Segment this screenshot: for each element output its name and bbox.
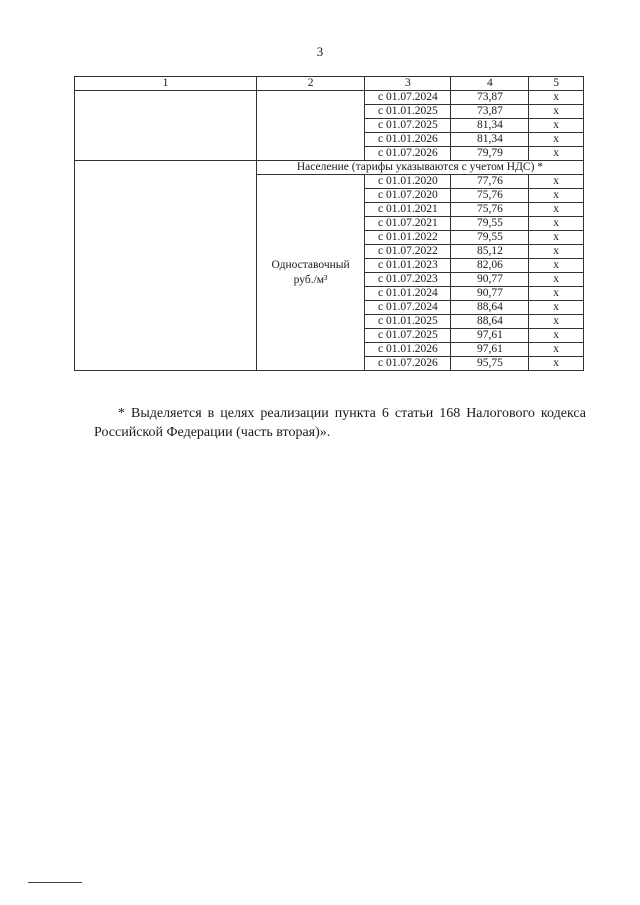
- value-cell: 75,76: [451, 203, 529, 217]
- col5-cell: х: [529, 245, 584, 259]
- col5-cell: х: [529, 91, 584, 105]
- value-cell: 79,55: [451, 231, 529, 245]
- col5-cell: х: [529, 119, 584, 133]
- blank-cell-col1: [75, 161, 257, 371]
- table-header-cell: 5: [529, 77, 584, 91]
- date-cell: с 01.07.2025: [365, 329, 451, 343]
- unit-label-cell: [256, 175, 364, 371]
- col5-cell: х: [529, 105, 584, 119]
- date-cell: с 01.07.2026: [365, 147, 451, 161]
- col5-cell: х: [529, 315, 584, 329]
- footer-line: [28, 882, 82, 883]
- date-cell: с 01.01.2025: [365, 315, 451, 329]
- date-cell: с 01.01.2024: [365, 287, 451, 301]
- col5-cell: х: [529, 147, 584, 161]
- unit-label-measure: руб./м³: [293, 273, 328, 286]
- col5-cell: х: [529, 217, 584, 231]
- table-header-cell: 2: [256, 77, 364, 91]
- date-cell: с 01.07.2025: [365, 119, 451, 133]
- value-cell: 81,34: [451, 119, 529, 133]
- date-cell: с 01.01.2026: [365, 133, 451, 147]
- blank-cell-col2: [256, 91, 364, 161]
- date-cell: с 01.01.2021: [365, 203, 451, 217]
- col5-cell: х: [529, 259, 584, 273]
- table-header-cell: 4: [451, 77, 529, 91]
- date-cell: с 01.01.2020: [365, 175, 451, 189]
- value-cell: 88,64: [451, 301, 529, 315]
- value-cell: 81,34: [451, 133, 529, 147]
- section-title: Население (тарифы указываются с учетом НДС) *: [256, 161, 583, 175]
- table-header-cell: 1: [75, 77, 257, 91]
- table-header-cell: 3: [365, 77, 451, 91]
- value-cell: 73,87: [451, 105, 529, 119]
- tariff-table: [74, 76, 584, 371]
- col5-cell: х: [529, 273, 584, 287]
- date-cell: с 01.07.2020: [365, 189, 451, 203]
- value-cell: 82,06: [451, 259, 529, 273]
- value-cell: 77,76: [451, 175, 529, 189]
- col5-cell: х: [529, 301, 584, 315]
- table-row: [75, 91, 584, 105]
- col5-cell: х: [529, 189, 584, 203]
- value-cell: 73,87: [451, 91, 529, 105]
- footnote: * Выделяется в целях реализации пункта 6 статьи 168 Налогового кодекса Российской Федерации (часть вторая)».: [94, 406, 586, 440]
- value-cell: 97,61: [451, 329, 529, 343]
- col5-cell: х: [529, 175, 584, 189]
- tariff-table-body: [75, 77, 584, 371]
- value-cell: 79,79: [451, 147, 529, 161]
- table-header-row: [75, 77, 584, 91]
- date-cell: с 01.01.2022: [365, 231, 451, 245]
- col5-cell: х: [529, 329, 584, 343]
- blank-cell-col1: [75, 91, 257, 161]
- date-cell: с 01.07.2024: [365, 91, 451, 105]
- value-cell: 79,55: [451, 217, 529, 231]
- col5-cell: х: [529, 231, 584, 245]
- col5-cell: х: [529, 343, 584, 357]
- page-number: 3: [316, 44, 324, 59]
- col5-cell: х: [529, 287, 584, 301]
- value-cell: 90,77: [451, 273, 529, 287]
- value-cell: 75,76: [451, 189, 529, 203]
- value-cell: 88,64: [451, 315, 529, 329]
- date-cell: с 01.07.2026: [365, 357, 451, 371]
- date-cell: с 01.07.2023: [365, 273, 451, 287]
- value-cell: 85,12: [451, 245, 529, 259]
- date-cell: с 01.01.2026: [365, 343, 451, 357]
- col5-cell: х: [529, 133, 584, 147]
- date-cell: с 01.01.2023: [365, 259, 451, 273]
- date-cell: с 01.07.2024: [365, 301, 451, 315]
- date-cell: с 01.07.2022: [365, 245, 451, 259]
- date-cell: с 01.01.2025: [365, 105, 451, 119]
- value-cell: 90,77: [451, 287, 529, 301]
- col5-cell: х: [529, 357, 584, 371]
- col5-cell: х: [529, 203, 584, 217]
- unit-label-type: Одноставочный: [271, 258, 350, 271]
- value-cell: 95,75: [451, 357, 529, 371]
- section-title-row: [75, 161, 584, 175]
- value-cell: 97,61: [451, 343, 529, 357]
- date-cell: с 01.07.2021: [365, 217, 451, 231]
